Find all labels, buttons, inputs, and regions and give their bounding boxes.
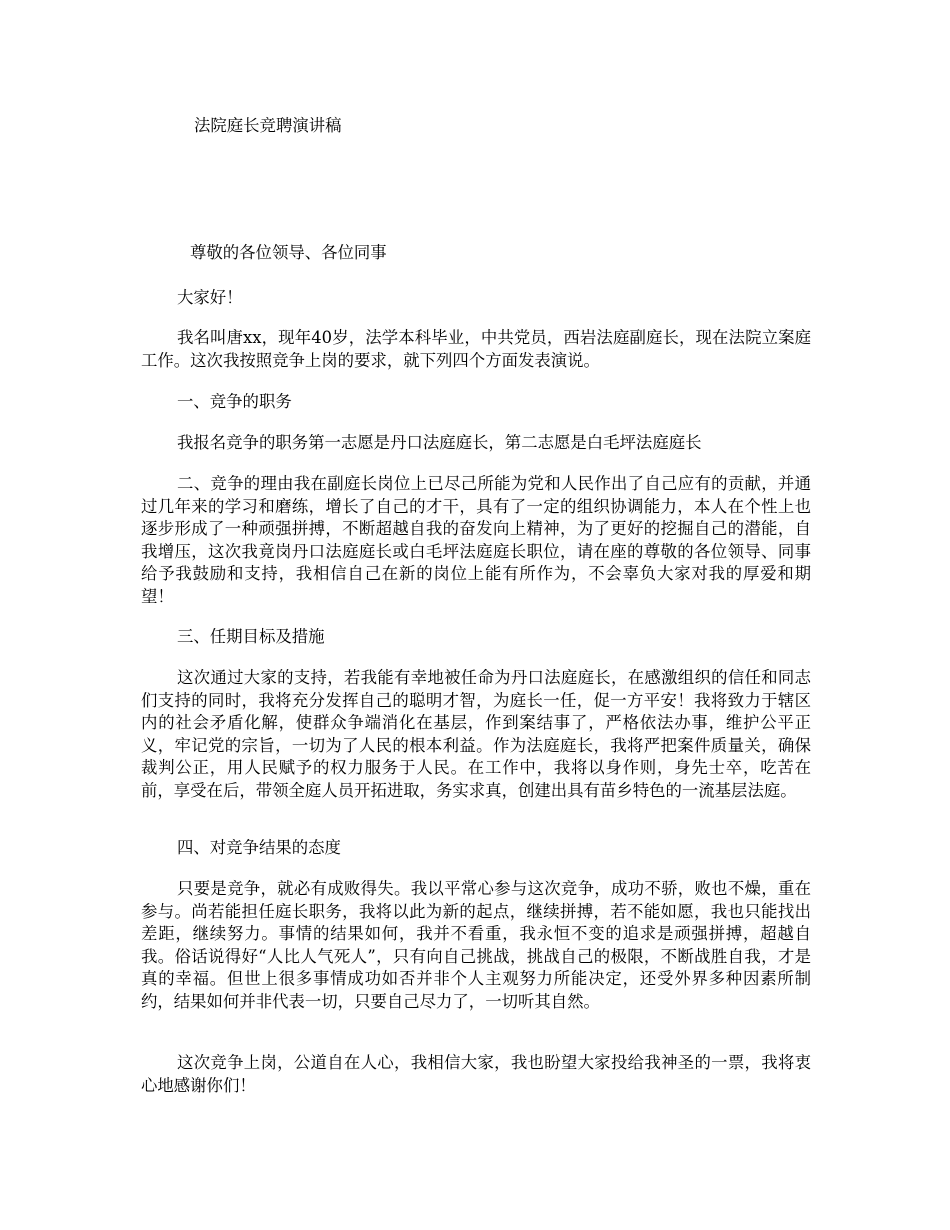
section-3-body: 这次通过大家的支持，若我能有幸地被任命为丹口法庭庭长，在感激组织的信任和同志们支持的同时，我将充分发挥自己的聪明才智，为庭长一任，促一方平安！我将致力于辖区内的社会矛盾化解，使群众争端消化在基层，作到案结事了，严格依法办事，维护公平正义，牢记党的宗旨，一切为了人民的根本利益。作为法庭庭长，我将严把案件质量关，确保裁判公正，用人民赋予的权力服务于人民。在工作中，我将以身作则，身先士卒，吃苦在前，享受在后，带领全庭人员开拓进取，务实求真，创建出具有苗乡特色的一流基层法庭。	[141, 668, 811, 800]
section-1-body: 我报名竞争的职务第一志愿是丹口法庭庭长，第二志愿是白毛坪法庭庭长	[177, 433, 702, 452]
section-3-heading: 三、任期目标及措施	[177, 627, 325, 646]
greeting: 大家好！	[177, 288, 243, 307]
section-2-body: 二、竞争的理由我在副庭长岗位上已尽己所能为党和人民作出了自己应有的贡献，并通过几年来的学习和磨练，增长了自己的才干，具有了一定的组织协调能力，本人在个性上也逐步形成了一种顽强拼搏，不断超越自我的奋发向上精神，为了更好的挖掘自己的潜能，自我增压，这次我竟岗丹口法庭庭长或白毛坪法庭庭长职位，请在座的尊敬的各位领导、同事给予我鼓励和支持，我相信自己在新的岗位上能有所作为，不会辜负大家对我的厚爱和期望！	[141, 474, 811, 606]
document-title: 法院庭长竞聘演讲稿	[194, 116, 342, 135]
section-1-heading: 一、竞争的职务	[177, 392, 292, 411]
salutation: 尊敬的各位领导、各位同事	[190, 243, 387, 262]
section-4-body: 只要是竞争，就必有成败得失。我以平常心参与这次竞争，成功不骄，败也不燥，重在参与。尚若能担任庭长职务，我将以此为新的起点，继续拼搏，若不能如愿，我也只能找出差距，继续努力。事情的结果如何，我并不看重，我永恒不变的追求是顽强拼搏，超越自我。俗话说得好“人比人气死人”，只有向自己挑战，挑战自己的极限，不断战胜自我，才是真的幸福。但世上很多事情成功如否并非个人主观努力所能决定，还受外界多种因素所制约，结果如何并非代表一切，只要自己尽力了，一切听其自然。	[141, 879, 811, 1011]
closing-paragraph: 这次竞争上岗，公道自在人心，我相信大家，我也盼望大家投给我神圣的一票，我将衷心地感谢你们！	[141, 1053, 811, 1095]
intro-paragraph: 我名叫唐xx，现年40岁，法学本科毕业，中共党员，西岩法庭副庭长，现在法院立案庭工作。这次我按照竞争上岗的要求，就下列四个方面发表演说。	[141, 328, 811, 370]
section-4-heading: 四、对竞争结果的态度	[177, 838, 341, 857]
